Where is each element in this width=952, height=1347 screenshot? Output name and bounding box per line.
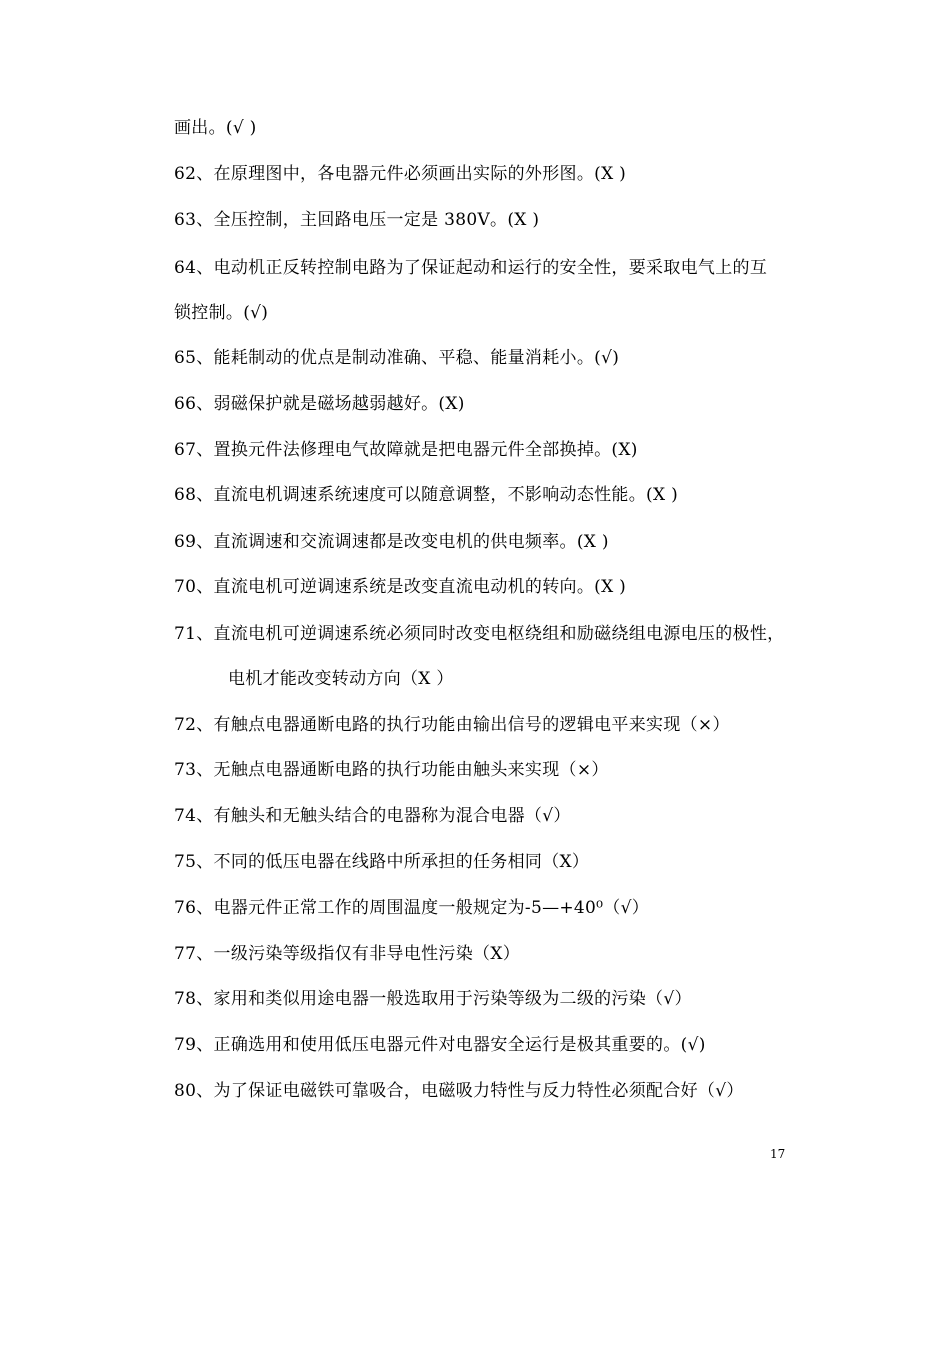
text-line: 75、不同的低压电器在线路中所承担的任务相同（X） <box>174 852 590 872</box>
text-line: 67、置换元件法修理电气故障就是把电器元件全部换掉。(X) <box>174 440 638 460</box>
text-line: 71、直流电机可逆调速系统必须同时改变电枢绕组和励磁绕组电源电压的极性， <box>174 624 785 644</box>
text-line: 65、能耗制动的优点是制动准确、平稳、能量消耗小。(√) <box>174 348 620 368</box>
text-line: 78、家用和类似用途电器一般选取用于污染等级为二级的污染（√） <box>174 989 692 1009</box>
text-line: 77、一级污染等级指仅有非导电性污染（X） <box>174 944 521 964</box>
text-line: 68、直流电机调速系统速度可以随意调整，不影响动态性能。(X ) <box>174 485 679 505</box>
text-line: 电机才能改变转动方向（X ） <box>228 669 454 689</box>
page-number: 17 <box>770 1147 786 1161</box>
text-line: 画出。(√ ) <box>174 118 257 138</box>
text-line: 79、正确选用和使用低压电器元件对电器安全运行是极其重要的。(√) <box>174 1035 706 1055</box>
text-line: 73、无触点电器通断电路的执行功能由触头来实现（×） <box>174 760 609 780</box>
text-line: 70、直流电机可逆调速系统是改变直流电动机的转向。(X ) <box>174 577 627 597</box>
text-line: 72、有触点电器通断电路的执行功能由输出信号的逻辑电平来实现（×） <box>174 715 730 735</box>
text-line: 80、为了保证电磁铁可靠吸合，电磁吸力特性与反力特性必须配合好（√） <box>174 1081 744 1101</box>
text-line: 63、全压控制，主回路电压一定是 380V。(X ) <box>174 210 540 230</box>
text-line: 76、电器元件正常工作的周围温度一般规定为-5—+40⁰（√） <box>174 898 650 918</box>
text-line: 74、有触头和无触头结合的电器称为混合电器（√） <box>174 806 571 826</box>
text-line: 62、在原理图中，各电器元件必须画出实际的外形图。(X ) <box>174 164 627 184</box>
text-line: 69、直流调速和交流调速都是改变电机的供电频率。(X ) <box>174 532 609 552</box>
text-line: 66、弱磁保护就是磁场越弱越好。(X) <box>174 394 465 414</box>
text-line: 锁控制。(√) <box>174 303 269 323</box>
text-line: 64、电动机正反转控制电路为了保证起动和运行的安全性，要采取电气上的互 <box>174 258 768 278</box>
